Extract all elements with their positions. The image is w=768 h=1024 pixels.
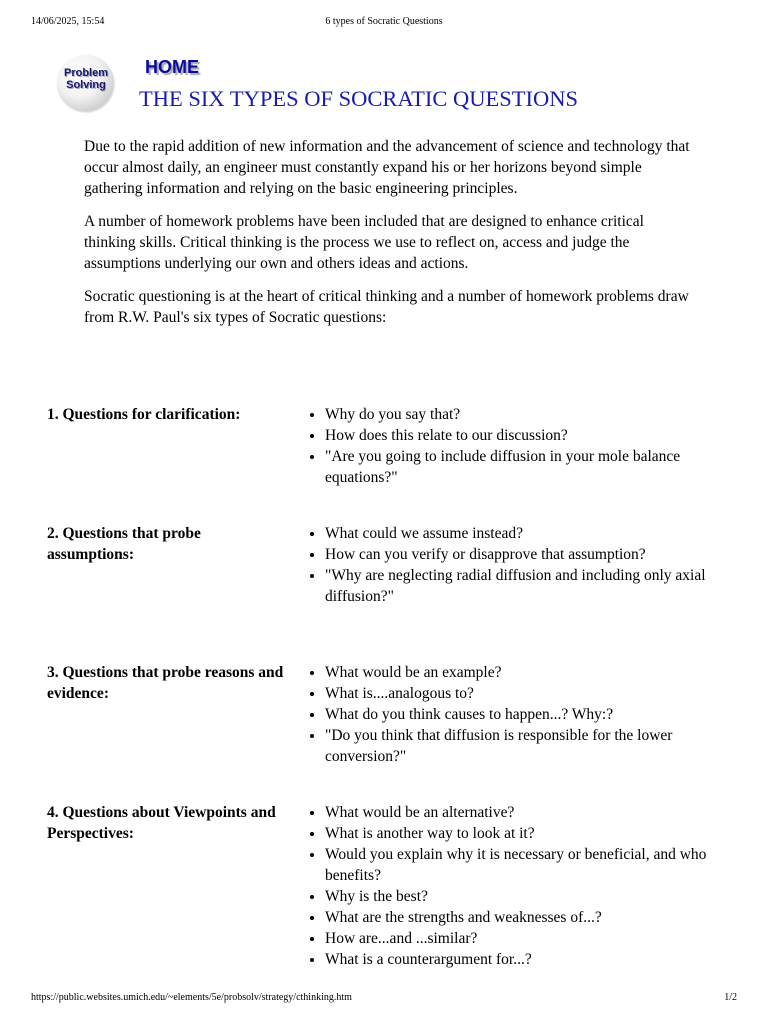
logo-text [58, 67, 114, 91]
intro-paragraph: Due to the rapid addition of new information and the advancement of science and technology that occur almost daily, an engineer must constantly expand his or her horizons beyond simple gathering information and relying on the basic engineering principles. [84, 138, 690, 197]
print-footer [31, 992, 737, 1006]
logo-line-2: Solving [66, 79, 106, 91]
question-type-title: 3. Questions that probe reasons and evidence: [47, 664, 284, 702]
intro-paragraph: A number of homework problems have been included that are designed to enhance critical thinking skills. Critical thinking is the process we use to reflect on, access and judge the assumptions underlying our own and others ideas and actions. [84, 213, 644, 272]
question-item: • "Are you going to include diffusion in your mole balance equations?" [325, 446, 725, 488]
print-page-title: 6 types of Socratic Questions [325, 16, 443, 27]
question-list [305, 404, 725, 488]
question-item: • What is another way to look at it? [325, 823, 725, 844]
question-item: • "Why are neglecting radial diffusion and including only axial diffusion?" [325, 565, 725, 607]
question-item: • Why do you say that? [325, 404, 725, 425]
question-item: • What could we assume instead? [325, 523, 725, 544]
page-url: https://public.websites.umich.edu/~elements/5e/probsolv/strategy/cthinking.htm [31, 992, 352, 1003]
question-type-title: 2. Questions that probe assumptions: [47, 525, 201, 563]
question-list [305, 523, 725, 607]
question-item: • What is a counterargument for...? [325, 949, 725, 970]
question-item: • How can you verify or disapprove that assumption? [325, 544, 725, 565]
question-type-title: 1. Questions for clarification: [47, 406, 241, 423]
page-title: THE SIX TYPES OF SOCRATIC QUESTIONS [139, 86, 579, 111]
question-item: • Why is the best? [325, 886, 725, 907]
print-datetime: 14/06/2025, 15:54 [31, 16, 105, 27]
print-header [31, 16, 737, 30]
question-item: • How are...and ...similar? [325, 928, 725, 949]
question-list [305, 802, 725, 970]
question-item: • What would be an alternative? [325, 802, 725, 823]
question-item: • Would you explain why it is necessary or beneficial, and who benefits? [325, 844, 725, 886]
question-item: • "Do you think that diffusion is responsible for the lower conversion?" [325, 725, 725, 767]
page-number: 1/2 [724, 992, 737, 1003]
home-link[interactable]: HOME [145, 57, 199, 77]
question-item: • What are the strengths and weaknesses of...? [325, 907, 725, 928]
question-item: • What do you think causes to happen...? Why:? [325, 704, 725, 725]
question-item: • How does this relate to our discussion? [325, 425, 725, 446]
logo-line-1: Problem [63, 67, 108, 79]
question-item: • What would be an example? [325, 662, 725, 683]
problem-solving-logo[interactable] [58, 55, 114, 111]
question-list [305, 662, 725, 767]
question-type-title: 4. Questions about Viewpoints and Perspectives: [47, 804, 276, 842]
question-item: • What is....analogous to? [325, 683, 725, 704]
intro-paragraph: Socratic questioning is at the heart of critical thinking and a number of homework problems draw from R.W. Paul's six types of Socratic questions: [84, 288, 689, 326]
intro-text [84, 136, 694, 340]
